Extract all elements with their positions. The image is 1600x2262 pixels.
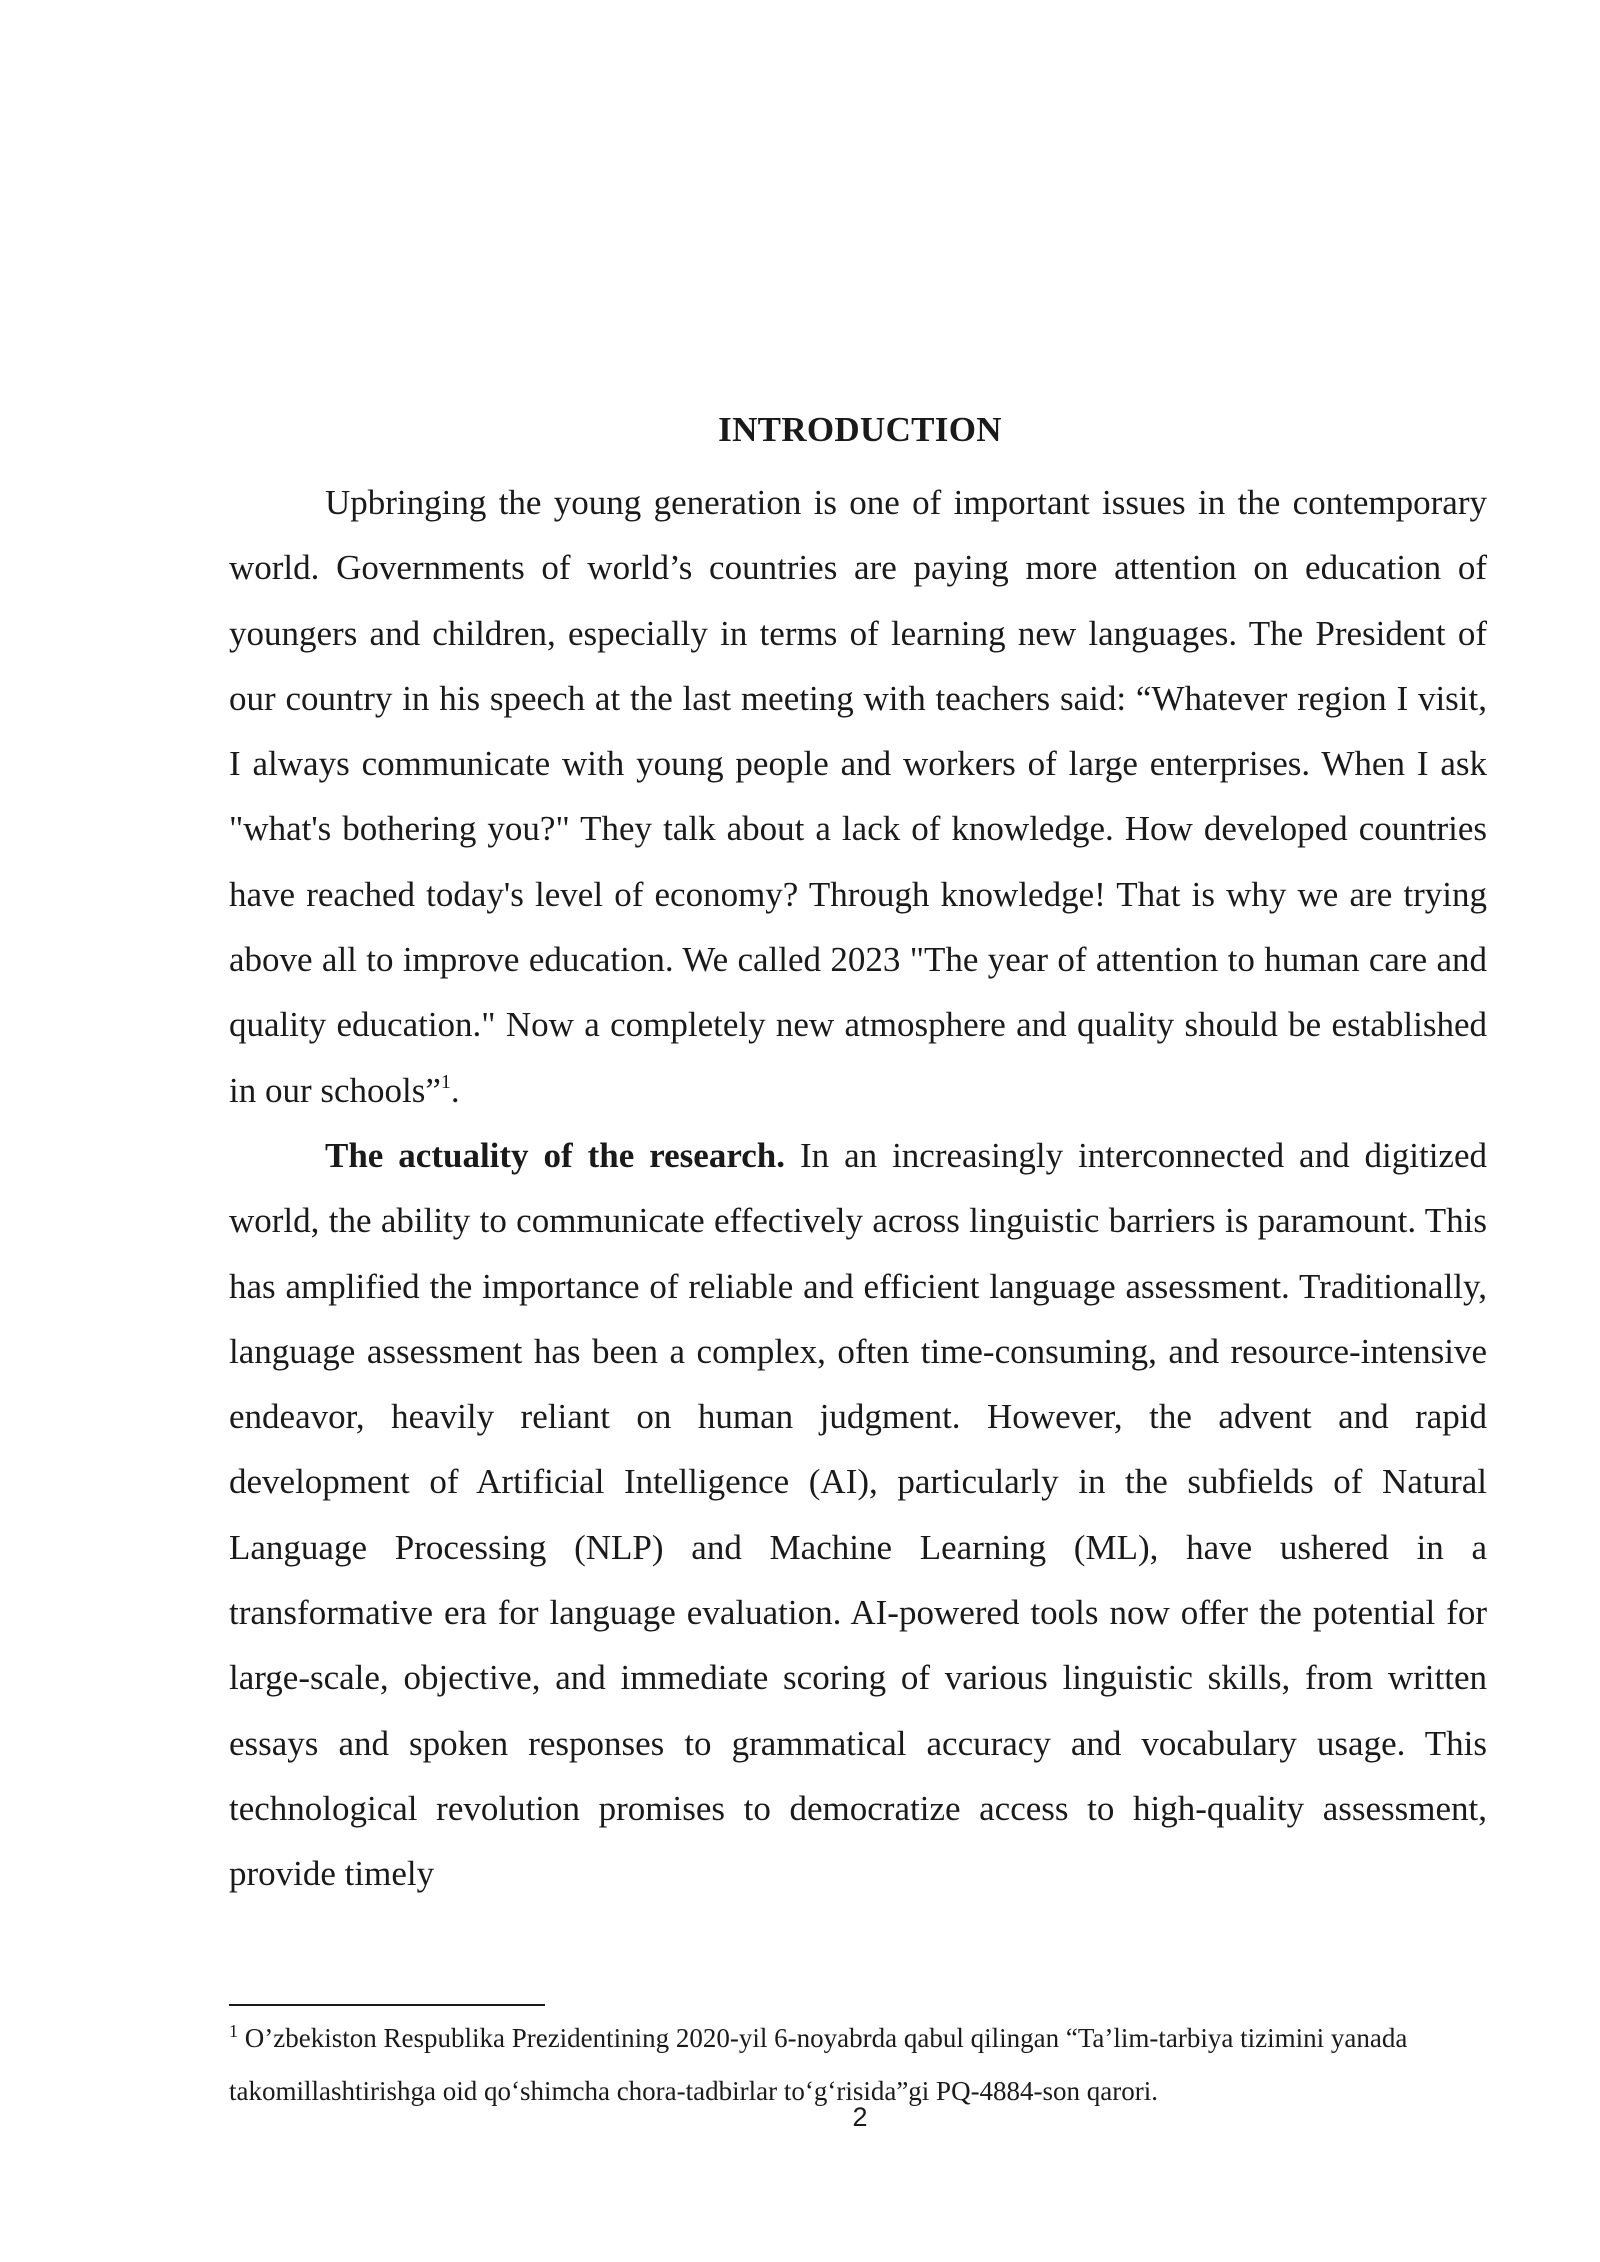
paragraph-1 bbox=[229, 470, 1487, 1123]
paragraph-1-end: . bbox=[450, 1070, 460, 1110]
section-heading: INTRODUCTION bbox=[718, 410, 1002, 449]
paragraph-1-text: Upbringing the young generation is one of important issues in the contemporary world. Governments of world’s countries are paying more attention on education of youngers and children, especially in terms of learning new languages. The President of our country in his speech at the last meeting with teachers said: “Whatever region I visit, I always communicate with young people and workers of large enterprises. When I ask "what's bothering you?" They talk about a lack of knowledge. How developed countries have reached today's level of economy? Through knowledge! That is why we are trying above all to improve education. We called 2023 "The year of attention to human care and quality education." Now a completely new atmosphere and quality should be established in our schools” bbox=[229, 483, 1487, 1110]
page-number: 2 bbox=[852, 2102, 868, 2132]
paragraph-2-text: In an increasingly interconnected and digitized world, the ability to communicate effectively across linguistic barriers is paramount. This has amplified the importance of reliable and efficient language assessment. Traditionally, language assessment has been a complex, often time-consuming, and resource-intensive endeavor, heavily reliant on human judgment. However, the advent and rapid development of Artificial Intelligence (AI), particularly in the subfields of Natural Language Processing (NLP) and Machine Learning (ML), have ushered in a transformative era for language evaluation. AI-powered tools now offer the potential for large-scale, objective, and immediate scoring of various linguistic skills, from written essays and spoken responses to grammatical accuracy and vocabulary usage. This technological revolution promises to democratize access to high-quality assessment, provide timely bbox=[229, 1135, 1488, 1894]
footnote-marker: 1 bbox=[229, 2021, 238, 2041]
paragraph-2 bbox=[229, 1123, 1487, 1907]
footnote-text: O’zbekiston Respublika Prezidentining 2020-yil 6-noyabrda qabul qilingan “Ta’lim-tarbiya tizimini yanada takomillashtirishga oid qo‘shimcha chora-tadbirlar to‘g‘risida”gi PQ-4884-son qarori. bbox=[229, 2023, 1408, 2106]
body-text bbox=[229, 470, 1487, 1907]
footnote-reference[interactable]: 1 bbox=[440, 1070, 451, 1093]
paragraph-2-lead: The actuality of the research. bbox=[325, 1135, 785, 1175]
footnote-separator bbox=[229, 2004, 545, 2006]
